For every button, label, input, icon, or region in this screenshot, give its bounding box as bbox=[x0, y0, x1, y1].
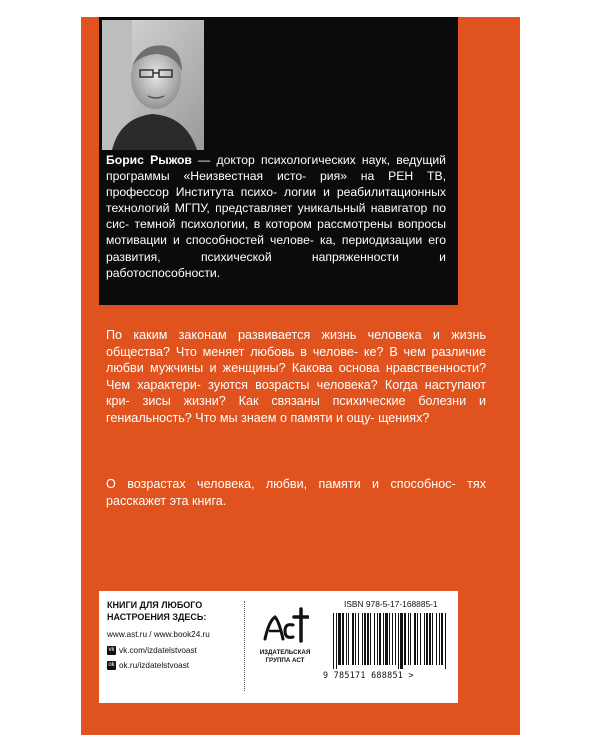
bio-line: представляет уникальный навигатор по сис- bbox=[106, 201, 446, 232]
vk-link[interactable]: vk.com/izdatelstvoast bbox=[119, 646, 197, 655]
questions-line: зуются возрасты человека? Когда наступают кри- bbox=[106, 377, 486, 409]
panel-divider bbox=[244, 601, 245, 691]
publisher-panel bbox=[99, 591, 458, 703]
bio-line: напряженности и работоспособности. bbox=[106, 249, 446, 280]
logo-text-line: ИЗДАТЕЛЬСКАЯ bbox=[259, 649, 311, 656]
bio-line: логии и реабилитационных технологий МГПУ, bbox=[106, 185, 446, 216]
author-name: Борис Рыжов bbox=[106, 153, 192, 167]
publisher-title-line: КНИГИ ДЛЯ ЛЮБОГО bbox=[107, 600, 203, 610]
questions-line: Какова основа нравственности? Чем характери- bbox=[106, 361, 486, 392]
ast-logo-icon bbox=[261, 605, 309, 645]
bio-line: темной психологии, в котором рассмотрены bbox=[134, 217, 393, 232]
publisher-title-line: НАСТРОЕНИЯ ЗДЕСЬ: bbox=[107, 612, 207, 622]
questions-line: и жизнь общества? Что меняет любовь в челове- bbox=[106, 328, 487, 359]
website-links[interactable]: www.ast.ru / www.book24.ru bbox=[107, 630, 210, 639]
bio-line: ка, периодизации его развития, психической bbox=[106, 233, 446, 264]
barcode-number: 9 785171 688851 > bbox=[323, 670, 414, 680]
outro-line: тях расскажет эта книга. bbox=[106, 477, 486, 508]
questions-line: ке? В чем различие любви мужчины и женщины? bbox=[106, 344, 487, 376]
questions-line: щениях? bbox=[378, 410, 430, 425]
isbn: ISBN 978-5-17-168885-1 bbox=[344, 599, 438, 609]
questions-paragraph bbox=[106, 327, 486, 427]
questions-line: зисы жизни? Как связаны психические болезни bbox=[142, 394, 467, 409]
ok-link[interactable]: ok.ru/izdatelstvoast bbox=[119, 661, 190, 670]
questions-line: и гениальность? Что мы знаем о памяти и ощу- bbox=[106, 394, 487, 425]
bio-line: — доктор психологических bbox=[191, 153, 356, 167]
ok-icon: ok bbox=[108, 662, 115, 668]
outro-line: О возрастах человека, любви, памяти и способнос- bbox=[106, 477, 456, 491]
vk-icon: vk bbox=[108, 647, 115, 653]
author-bio bbox=[106, 152, 446, 281]
author-photo bbox=[102, 20, 204, 150]
bio-line: наук, ведущий программы «Неизвестная исто- bbox=[106, 153, 446, 184]
publisher-logo-text bbox=[252, 649, 318, 665]
questions-line: По каким законам развивается жизнь человека bbox=[106, 328, 422, 342]
barcode bbox=[331, 613, 451, 669]
publisher-title bbox=[107, 599, 206, 623]
bio-line: вопросы мотивации и способностей челове- bbox=[106, 217, 447, 248]
bio-line: рия» на РЕН ТВ, профессор Института психо- bbox=[106, 169, 446, 200]
logo-text-line: ГРУППА АСТ bbox=[265, 657, 305, 664]
outro-paragraph bbox=[106, 476, 486, 509]
